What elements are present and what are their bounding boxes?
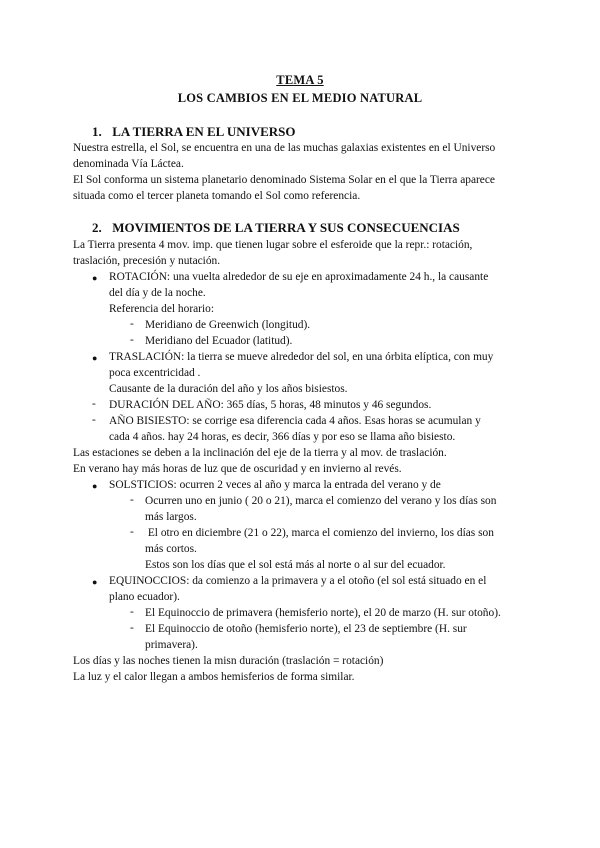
paragraph-line: La luz y el calor llegan a ambos hemisferios de forma similar. bbox=[73, 671, 355, 683]
doc-subtitle: LOS CAMBIOS EN EL MEDIO NATURAL bbox=[177, 91, 423, 105]
section-1-number: 1. bbox=[92, 124, 102, 139]
dash-icon: - bbox=[130, 606, 134, 618]
sub-item-line: El Equinoccio de primavera (hemisferio norte), el 20 de marzo (H. sur otoño). bbox=[145, 607, 501, 619]
sub-item-line: Ocurren uno en junio ( 20 o 21), marca el comienzo del verano y los días son bbox=[145, 495, 497, 507]
list-item-line: poca excentricidad . bbox=[109, 367, 201, 379]
dash-icon: - bbox=[130, 318, 134, 330]
sub-item-line: más largos. bbox=[145, 511, 197, 523]
sub-item-line: El otro en diciembre (21 o 22), marca el comienzo del invierno, los días son bbox=[145, 527, 494, 539]
paragraph-line: traslación, precesión y nutación. bbox=[73, 255, 221, 267]
dash-icon: - bbox=[92, 414, 96, 426]
paragraph-line: Los días y las noches tienen la misn duración (traslación = rotación) bbox=[73, 655, 384, 667]
paragraph-line: situada como el tercer planeta tomando el Sol como referencia. bbox=[73, 190, 361, 202]
list-item-line: DURACIÓN DEL AÑO: 365 días, 5 horas, 48 minutos y 46 segundos. bbox=[109, 399, 432, 411]
dash-icon: - bbox=[130, 494, 134, 506]
bullet-icon: ● bbox=[92, 273, 98, 283]
list-item-line: cada 4 años. hay 24 horas, es decir, 366 días y por eso se llama año bisiesto. bbox=[109, 431, 456, 443]
section-2-heading bbox=[92, 220, 460, 236]
list-item-line: AÑO BISIESTO: se corrige esa diferencia cada 4 años. Esas horas se acumulan y bbox=[109, 415, 481, 427]
section-1-heading bbox=[92, 124, 296, 140]
dash-icon: - bbox=[130, 334, 134, 346]
list-item-line: SOLSTICIOS: ocurren 2 veces al año y marca la entrada del verano y de bbox=[109, 479, 441, 491]
list-item-line: EQUINOCCIOS: da comienzo a la primavera y a el otoño (el sol está situado en el bbox=[109, 575, 487, 587]
bullet-icon: ● bbox=[92, 481, 98, 491]
list-item-line: Referencia del horario: bbox=[109, 303, 214, 315]
paragraph-line: El Sol conforma un sistema planetario denominado Sistema Solar en el que la Tierra aparece bbox=[73, 174, 495, 186]
section-1-title: LA TIERRA EN EL UNIVERSO bbox=[112, 124, 296, 139]
doc-title: TEMA 5 bbox=[276, 73, 324, 87]
sub-item-line: Estos son los días que el sol está más al norte o al sur del ecuador. bbox=[145, 559, 446, 571]
sub-item-line: El Equinoccio de otoño (hemisferio norte), el 23 de septiembre (H. sur bbox=[145, 623, 467, 635]
paragraph-line: La Tierra presenta 4 mov. imp. que tienen lugar sobre el esferoide que la repr.: rotación, bbox=[73, 239, 473, 251]
list-item-line: del día y de la noche. bbox=[109, 287, 206, 299]
list-item-line: TRASLACIÓN: la tierra se mueve alrededor del sol, en una órbita elíptica, con muy bbox=[109, 351, 494, 363]
section-2-title: MOVIMIENTOS DE LA TIERRA Y SUS CONSECUENCIAS bbox=[112, 220, 460, 235]
bullet-icon: ● bbox=[92, 353, 98, 363]
dash-icon: - bbox=[130, 622, 134, 634]
list-item-line: Causante de la duración del año y los años bisiestos. bbox=[109, 383, 348, 395]
paragraph-line: En verano hay más horas de luz que de oscuridad y en invierno al revés. bbox=[73, 463, 402, 475]
sub-item-line: Meridiano del Ecuador (latitud). bbox=[145, 335, 293, 347]
list-item-line: plano ecuador). bbox=[109, 591, 180, 603]
paragraph-line: Las estaciones se deben a la inclinación del eje de la tierra y al mov. de traslación. bbox=[73, 447, 447, 459]
sub-item-line: Meridiano de Greenwich (longitud). bbox=[145, 319, 311, 331]
sub-item-line: primavera). bbox=[145, 639, 198, 651]
paragraph-line: denominada Vía Láctea. bbox=[73, 158, 184, 170]
bullet-icon: ● bbox=[92, 577, 98, 587]
list-item-line: ROTACIÓN: una vuelta alrededor de su eje en aproximadamente 24 h., la causante bbox=[109, 271, 489, 283]
section-2-number: 2. bbox=[92, 220, 102, 235]
paragraph-line: Nuestra estrella, el Sol, se encuentra en una de las muchas galaxias existentes en el Universo bbox=[73, 142, 496, 154]
sub-item-line: más cortos. bbox=[145, 543, 197, 555]
dash-icon: - bbox=[130, 526, 134, 538]
dash-icon: - bbox=[92, 398, 96, 410]
